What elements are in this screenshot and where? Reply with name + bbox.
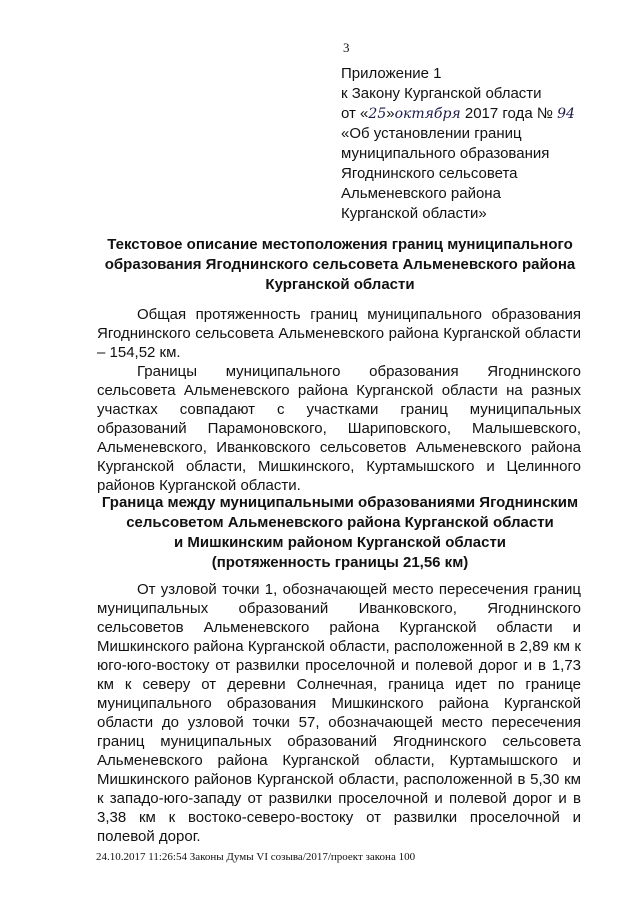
paragraph-text: Границы муниципального образования Ягоднинского сельсовета Альменевского района Курганской области на разных участках совпадают с участками границ муниципальных образований Парамоновского, Шариповского, Малышевского, Альменевского, Иванковского сельсоветов Альменевского района Курганской области, Мишкинского, Куртамышского и Целинного районов Курганской области. <box>97 363 581 494</box>
appendix-date-line <box>341 104 575 124</box>
date-mid: » <box>386 105 395 122</box>
title-line: Текстовое описание местоположения границ муниципального <box>107 236 573 253</box>
handwritten-number: 94 <box>557 106 575 122</box>
section-line: сельсоветом Альменевского района Курганской области <box>126 514 554 531</box>
paragraph-text: Общая протяженность границ муниципального образования Ягоднинского сельсовета Альменевского района Курганской области – 154,52 км. <box>97 306 581 361</box>
appendix-line: к Закону Курганской области <box>341 85 542 102</box>
appendix-block <box>341 64 575 224</box>
appendix-line: «Об установлении границ <box>341 125 522 142</box>
paragraph-text: От узловой точки 1, обозначающей место пересечения границ муниципальных образований Иванковского, Ягоднинского сельсоветов Альменевского района Курганской области и Мишкинского района Курганской области, расположенной в 2,89 км к юго-юго-востоку от развилки проселочной и полевой дорог и в 1,73 км к северу от деревни Солнечная, граница идет по границе муниципального образования Мишкинского района Курганской области до узловой точки 57, обозначающей место пересечения границ муниципальных образований Ягоднинского сельсовета Альменевского района Курганской области, Куртамышского и Мишкинского районов Курганской области, расположенной в 5,30 км к западо-юго-западу от развилки проселочной и полевой дорог и в 3,38 км к востоко-северо-востоку от развилки проселочной и полевой дорог. <box>97 581 581 845</box>
paragraph-border-description <box>97 580 581 846</box>
appendix-line: Альменевского района <box>341 185 501 202</box>
paragraph-borders <box>97 362 581 495</box>
document-title <box>95 235 585 295</box>
section-heading <box>95 493 585 573</box>
paragraph-total-length <box>97 305 581 362</box>
title-line: образования Ягоднинского сельсовета Альменевского района <box>104 256 576 273</box>
footer: 24.10.2017 11:26:54 Законы Думы VI созыва/2017/проект закона 100 <box>96 851 416 863</box>
appendix-line: Курганской области» <box>341 205 487 222</box>
section-line: (протяженность границы 21,56 км) <box>211 554 469 571</box>
date-prefix: от « <box>341 105 369 122</box>
title-line: Курганской области <box>265 276 415 293</box>
appendix-line: муниципального образования <box>341 145 550 162</box>
handwritten-day: 25 <box>368 106 387 122</box>
handwritten-month: октября <box>394 106 461 122</box>
section-line: и Мишкинским районом Курганской области <box>173 534 507 551</box>
appendix-line: Приложение 1 <box>341 65 442 82</box>
section-line: Граница между муниципальными образованиями Ягоднинским <box>101 494 579 511</box>
page-number: 3 <box>343 40 350 55</box>
date-year: 2017 года № <box>460 105 558 122</box>
appendix-line: Ягоднинского сельсовета <box>341 165 518 182</box>
